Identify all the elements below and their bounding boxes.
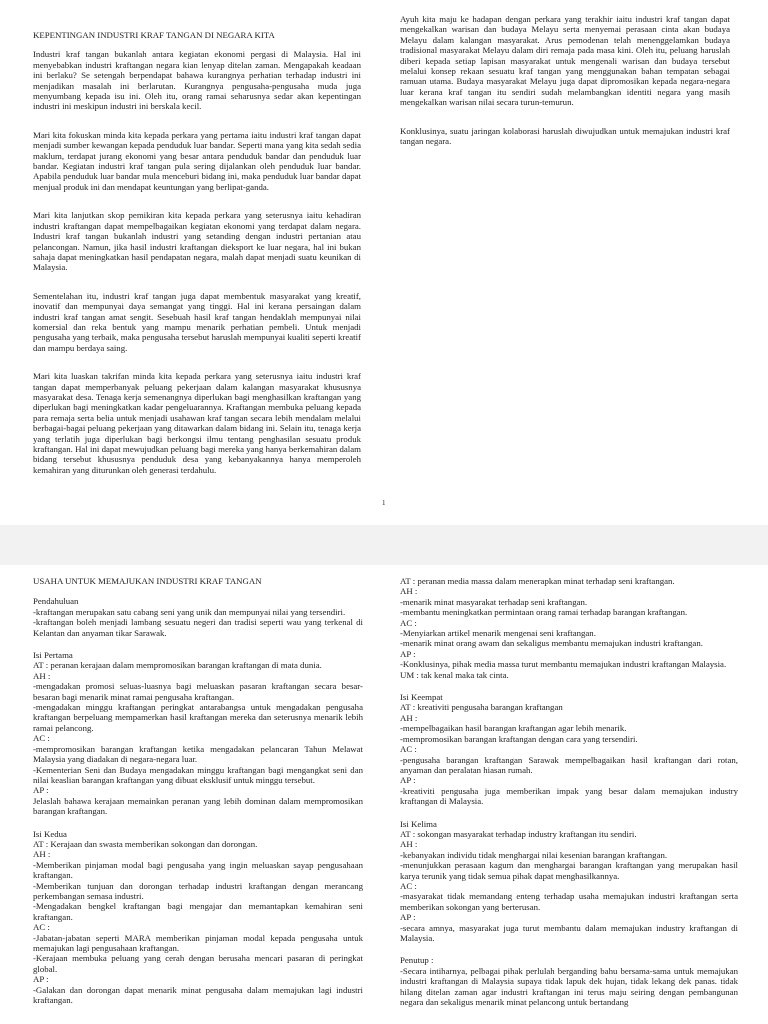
outline-section [400, 819, 738, 944]
outline-section [33, 596, 363, 638]
section-line: -Memberikan tunjuan dan dorongan terhadap industri kraftangan dengan merancang perkembangan semasa industri. [33, 880, 363, 901]
section-lines [33, 607, 363, 638]
section-line: Jelaslah bahawa kerajaan memainkan peranan yang lebih dominan dalam mempromosikan barangan kraftangan. [33, 795, 363, 817]
section-heading: Pendahuluan [33, 596, 79, 607]
document-page-2 [0, 565, 768, 1024]
page1-title: KEPENTINGAN INDUSTRI KRAF TANGAN DI NEGARA KITA [33, 30, 275, 40]
page2-title: USAHA UNTUK MEMAJUKAN INDUSTRI KRAF TANGAN [33, 576, 262, 586]
section-line: -mempelbagaikan hasil barangan kraftangan agar lebih menarik. [400, 723, 627, 734]
outline-section [400, 692, 738, 806]
section-line: -Konklusinya, pihak media massa turut membantu memajukan industri kraftangan Malaysia. [400, 659, 727, 670]
section-heading: Isi Kedua [33, 828, 67, 839]
section-line: -menarik minat masyarakat terhadap seni kraftangan. [400, 596, 588, 607]
section-line: -kraftangan merupakan satu cabang seni yang unik dan mempunyai nilai yang tersendiri. [33, 606, 346, 617]
outline-section [400, 576, 738, 680]
section-line: AT : sokongan masyarakat terhadap industry kraftangan itu sendiri. [400, 828, 637, 839]
page1-left-paragraphs [33, 49, 361, 475]
page-number: 1 [382, 499, 386, 507]
section-line: -membantu meningkatkan permintaan orang ramai terhadap barangan kraftangan. [400, 607, 688, 618]
section-heading: Isi Kelima [400, 818, 437, 829]
section-line: AH : [400, 712, 418, 723]
section-line: -Kementerian Seni dan Budaya mengadakan minggu kraftangan bagi mengangkat seni dan nilai keaslian barangan kraftangan yang dibuat eksklusif untuk minggu tersebut. [33, 764, 363, 785]
paragraph: Sementelahan itu, industri kraf tangan juga dapat membentuk masyarakat yang kreatif, inovatif dan mempunyai daya semangat yang tinggi. Hal ini kerana persaingan dalam industri kraf tangan amat sengit. Sesebuah hasil kraf tangan hendaklah mempunyai nilai komersial dan reka bentuk yang mampu menarik perhatian pembeli. Untuk menjadi pengusaha yang terbaik, maka pengusaha tersebut haruslah mempunyai kualiti seperti kreatif dan mampu berdaya saing. [33, 290, 361, 353]
paragraph: Konklusinya, suatu jaringan kolaborasi haruslah diwujudkan untuk memajukan industri kraf tangan negara. [400, 125, 730, 147]
paragraph: Ayuh kita maju ke hadapan dengan perkara yang terakhir iaitu industri kraf tangan dapat mengekalkan warisan dan budaya Melayu serta menyemai perasaan cinta akan budaya Melayu dalam kalangan masyarakat. Arus pemodenan telah menenggelamkan budaya tradisional masyarakat Melayu dalam diri remaja pada masa kini. Oleh itu, peluang haruslah diberi kepada setiap lapisan masyarakat untuk mengenali warisan dan budaya tersebut melalui konsep rekaan sesuatu kraf tangan yang menggunakan bahan tempatan sebagai ramuan utama. Budaya masyarakat Melayu juga dapat dipromosikan kepada negara-negara luar kerana kraf tangan itu sendiri sudah melambangkan identiti negara yang masih mengekalkan warisan nilai secara turun-temurun. [400, 14, 730, 108]
page2-left-column [33, 576, 363, 1017]
section-line: AT : peranan kerajaan dalam mempromosikan barangan kraftangan di mata dunia. [33, 660, 322, 671]
page1-left-column [33, 30, 361, 493]
section-lines [33, 839, 363, 1006]
paragraph: Mari kita lanjutkan skop pemikiran kita kepada perkara yang seterusnya iaitu kehadiran industri kraftangan dapat mempelbagaikan kegiatan ekonomi yang terdapat dalam negara. Industri kraf tangan bukanlah industri yang setanding dengan industri pertanian atau pelancongan. Namun, jika hasil industri kraftangan dieksport ke luar negara, hal ini bukan sahaja dapat meningkatkan hasil pendapatan negara, malah dapat menjadi suatu keunikan di Malaysia. [33, 210, 361, 273]
page-separator [0, 525, 768, 565]
section-lines [400, 702, 738, 806]
paragraph: Mari kita luaskan takrifan minda kita kepada perkara yang seterusnya iaitu industri kraf tangan dapat memperbanyak peluang pekerjaan dalam kalangan masyarakat khususnya masyarakat desa. Tenaga kerja semenangnya diperlukan bagi menghasilkan kraftangan yang diperlukan bagi meningkatkan kadar pengeluarannya. Kraftangan membuka peluang kepada para remaja serta belia untuk menjadi usahawan kraf tangan secara lebih mendalam melalui berbagai-bagai peluang pekerjaan yang ditawarkan dalam bidang ini. Selain itu, tenaga kerja yang terlatih juga diperlukan bagi berkongsi ilmu tentang penghasilan sesuatu produk kraftangan. Hal ini dapat mewujudkan peluang bagi mereka yang hanya berkemahiran dalam bidang tersebut khususnya penduduk desa yang kebanyakannya hanya memperoleh kemahiran yang diturunkan oleh generasi terdahulu. [33, 371, 361, 475]
section-line: -Mengadakan bengkel kraftangan bagi mengajar dan memantapkan kemahiran seni kraftangan. [33, 901, 363, 922]
section-line: AC : [400, 617, 417, 628]
section-lines [400, 829, 738, 943]
outline-section [33, 650, 363, 817]
section-line: AT : peranan media massa dalam menerapkan minat terhadap seni kraftangan. [400, 576, 675, 586]
outline-section [400, 955, 738, 1007]
section-line: AH : [400, 586, 418, 597]
page2-right-sections [400, 576, 738, 1007]
section-line: AH : [33, 670, 51, 681]
section-lines [400, 966, 738, 1008]
page2-left-sections [33, 596, 363, 1005]
section-line: AC : [33, 922, 50, 933]
section-line: AP : [33, 974, 49, 985]
section-line: -Secara intiharnya, pelbagai pihak perlulah berganding bahu bersama-sama untuk memajukan industri kraftangan di Malaysia supaya tidak lapuk dek hujan, tidak lekang dek panas. tidak hilang ditelan zaman agar industri kraftangan ini terus maju seiring dengan pembangunan negara dan sekaligus menarik minat pelancong untuk bertandang [400, 965, 738, 1008]
section-line: -mempromosikan barangan kraftangan ketika mengadakan pelancaran Tahun Melawat Malaysia yang diadakan di negara-negara luar. [33, 743, 363, 765]
section-heading: Isi Pertama [33, 650, 73, 661]
section-line: -kebanyakan individu tidak menghargai nilai kesenian barangan kraftangan. [400, 849, 668, 860]
section-line: -Menyiarkan artikel menarik mengenai seni kraftangan. [400, 628, 596, 639]
section-line: AC : [400, 880, 417, 891]
paragraph: Mari kita fokuskan minda kita kepada perkara yang pertama iaitu industri kraf tangan dapat menjadi sumber kewangan kepada penduduk luar bandar. Seperti mana yang kita sedah sedia maklum, terdapat jurang ekonomi yang besar antara penduduk bandar dan penduduk luar bandar. Kegiatan industri kraf tangan pula sering dijalankan oleh penduduk luar bandar. Apabila penduduk luar bandar mula menceburi bidang ini, maka penduduk luar bandar dapat menjual produk ini dan mendapat keuntungan yang berlipat-ganda. [33, 129, 361, 192]
section-line: -masyarakat tidak memandang enteng terhadap usaha memajukan industri kraftangan serta memberikan sokongan yang berterusan. [400, 891, 738, 912]
section-line: -mengadakan promosi seluas-luasnya bagi meluaskan pasaran kraftangan secara besar-besaran bagi menarik minat ramai pengusaha kraftangan. [33, 681, 363, 702]
section-line: -kreativiti pengusaha juga memberikan impak yang besar dalam memajukan industry kraftangan di Malaysia. [400, 785, 738, 807]
section-line: -kraftangan boleh menjadi lambang sesuatu negeri dan tradisi seperti wau yang terkenal di Kelantan dan anyaman tikar Sarawak. [33, 617, 363, 638]
section-line: -Kerajaan membuka peluang yang cerah dengan berusaha mencari pasaran di peringkat global. [33, 953, 363, 974]
section-line: -secara amnya, masyarakat juga turut membantu dalam memajukan industry kraftangan di Malaysia. [400, 922, 738, 943]
section-line: AP : [400, 775, 416, 786]
section-line: AP : [33, 785, 49, 796]
section-line: AP : [400, 648, 416, 659]
section-line: -menunjukkan perasaan kagum dan menghargai barangan kraftangan yang merupakan hasil karya terunik yang tidak semua pihak dapat menghasilkannya. [400, 860, 738, 881]
section-line: -Jabatan-jabatan seperti MARA memberikan pinjaman modal kepada pengusaha untuk memajukan lagi pengusahaan kraftangan. [33, 932, 363, 953]
section-line: AT : kreativiti pengusaha barangan kraftangan [400, 702, 563, 713]
section-line: AP : [400, 912, 416, 923]
section-line: -menarik minat orang awam dan sekaligus membantu memajukan industri kraftangan. [400, 638, 703, 649]
page1-right-column [400, 14, 730, 164]
section-line: AC : [400, 744, 417, 755]
section-line: -Galakan dan dorongan dapat menarik minat pengusaha dalam memajukan lagi industri kraftangan. [33, 984, 363, 1006]
section-line: AC : [33, 733, 50, 744]
page2-right-column [400, 576, 738, 1019]
section-line: UM : tak kenal maka tak cinta. [400, 669, 509, 680]
section-lines [400, 576, 738, 680]
page1-right-paragraphs [400, 14, 730, 146]
section-line: AH : [400, 839, 418, 850]
section-line: -Memberikan pinjaman modal bagi pengusaha yang ingin meluaskan sayap pengusahaan kraftangan. [33, 859, 363, 881]
section-line: -mengadakan minggu kraftangan peringkat antarabangsa untuk mengadakan pengusaha kraftangan berpeluang mempamerkan hasil kraftangan mereka dan seterusnya menarik lebih ramai pelancong. [33, 702, 363, 733]
section-heading: Isi Keempat [400, 692, 443, 703]
section-heading: Penutup : [400, 955, 434, 966]
outline-section [33, 829, 363, 1006]
paragraph: Industri kraf tangan bukanlah antara kegiatan ekonomi pergasi di Malaysia. Hal ini menyebabkan industri kraftangan negara kian lenyap ditelan zaman. Mengapakah keadaan ini berlaku? Se setengah berpendapat bahawa kurangnya perhatian terhadap industri ini menjadikan masalah ini berlarutan. Kurangnya pengusaha-pengusaha muda juga menyumbang kepada isu ini. Oleh itu, orang ramai seharusnya sedar akan kepentingan industri ini meskipun industri ini berskala kecil. [33, 49, 361, 112]
section-line: AH : [33, 849, 51, 860]
section-line: -mempromosikan barangan kraftangan dengan cara yang tersendiri. [400, 733, 638, 744]
section-lines [33, 660, 363, 816]
section-line: AT : Kerajaan dan swasta memberikan sokongan dan dorongan. [33, 838, 258, 849]
section-line: -pengusaha barangan kraftangan Sarawak mempelbagaikan hasil kraftangan dari rotan, anyaman dan peralatan hiasan rumah. [400, 754, 738, 775]
